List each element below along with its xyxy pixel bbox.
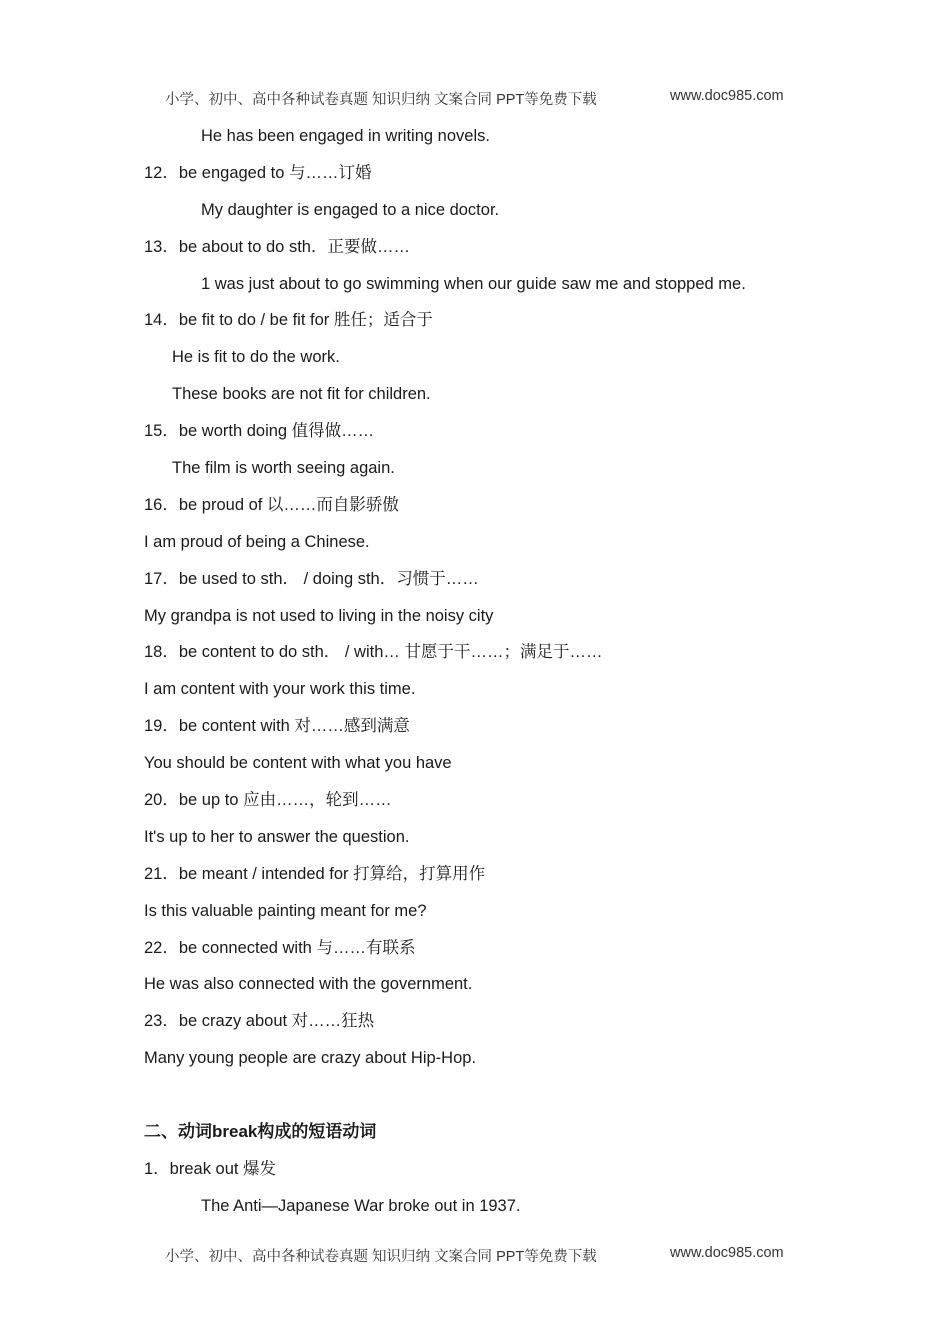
page-header [165,88,805,109]
example-sentence: My daughter is engaged to a nice doctor. [201,200,500,219]
phrase-item-19: 19．be content with 对……感到满意 [144,717,410,736]
phrase-item-15: 15．be worth doing 值得做…… [144,422,375,441]
example-sentence: Is this valuable painting meant for me? [144,901,427,920]
example-sentence: He is fit to do the work. [172,348,340,367]
header-text: 小学、初中、高中各种试卷真题 知识归纳 文案合同 PPT等免费下载 [165,92,597,108]
footer-site-link[interactable]: www.doc985.com [670,1245,784,1261]
document-body [144,124,804,1231]
example-sentence: He has been engaged in writing novels. [201,127,490,145]
header-site-link[interactable]: www.doc985.com [670,88,784,104]
example-sentence: 1 was just about to go swimming when our guide saw me and stopped me. [201,274,746,293]
example-sentence: The Anti—Japanese War broke out in 1937. [201,1196,521,1215]
example-sentence: He was also connected with the government. [144,975,473,994]
example-sentence: The film is worth seeing again. [172,459,395,478]
phrase-item-20: 20．be up to 应由……，轮到…… [144,791,392,810]
phrase-item-12: 12．be engaged to 与……订婚 [144,163,372,182]
phrase-item-14: 14．be fit to do / be fit for 胜任；适合于 [144,311,433,330]
phrase-item-23: 23．be crazy about 对……狂热 [144,1012,375,1031]
phrase-item-18: 18．be content to do sth． / with… 甘愿于干……；满足于…… [144,643,603,662]
phrase-item-13: 13．be about to do sth．正要做…… [144,237,410,256]
example-sentence: It's up to her to answer the question. [144,827,410,846]
footer-text: 小学、初中、高中各种试卷真题 知识归纳 文案合同 PPT等免费下载 [165,1249,597,1265]
section-spacer [144,1083,804,1120]
example-sentence: My grandpa is not used to living in the noisy city [144,606,494,625]
example-sentence: Many young people are crazy about Hip-Hop. [144,1049,477,1068]
phrase-item-22: 22．be connected with 与……有联系 [144,938,416,957]
example-sentence: You should be content with what you have [144,754,452,773]
example-sentence: I am content with your work this time. [144,680,416,699]
phrase-item-1: 1．break out 爆发 [144,1159,277,1178]
phrase-item-16: 16．be proud of 以……而自影骄傲 [144,495,399,514]
page-footer [165,1245,805,1266]
section-heading: 二、动词break构成的短语动词 [144,1122,377,1142]
example-sentence: I am proud of being a Chinese. [144,532,370,551]
phrase-item-21: 21．be meant / intended for 打算给，打算用作 [144,864,486,883]
example-sentence: These books are not fit for children. [172,385,431,404]
phrase-item-17: 17．be used to sth． / doing sth．习惯于…… [144,569,479,588]
